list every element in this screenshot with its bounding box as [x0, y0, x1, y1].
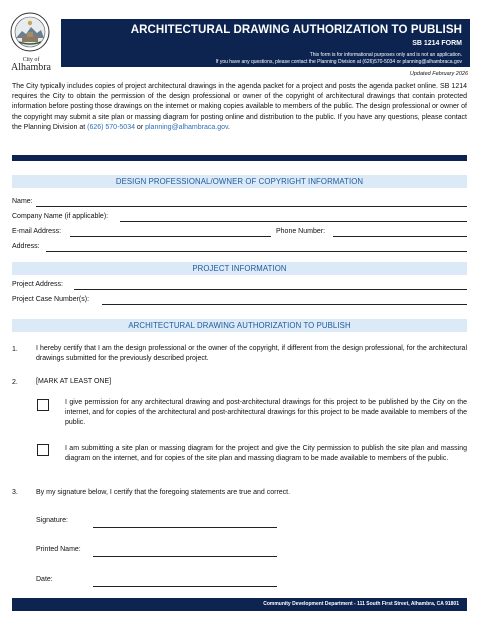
name-label: Name:	[12, 198, 33, 205]
footer-address: Community Development Department - 111 South First Street, Alhambra, CA 91801	[263, 601, 459, 607]
item-1-text: I hereby certify that I am the design professional or the owner of the copyright, if different from the design professional, for the architectural drawings submitted for the previously described project.	[36, 345, 467, 362]
company-label: Company Name (if applicable):	[12, 213, 109, 220]
site-plan-text: I am submitting a site plan or massing diagram for the project and give the City permission to publish the site plan and massing diagram on the internet, and for copies of the site plan and massing diagram to be made available to members of the public.	[65, 445, 467, 463]
section-divider	[12, 155, 467, 161]
address-label: Address:	[12, 243, 40, 250]
signature-label: Signature:	[36, 517, 68, 524]
phone-number-label: Phone Number:	[276, 228, 326, 235]
date-field[interactable]	[93, 586, 277, 587]
project-case-number-field[interactable]	[102, 304, 467, 305]
printed-name-label: Printed Name:	[36, 546, 81, 553]
project-address-label: Project Address:	[12, 281, 63, 288]
header-note-informational: This form is for informational purposes only and is not an application.	[309, 52, 462, 58]
intro-or: or	[134, 123, 146, 131]
email-address-label: E-mail Address:	[12, 228, 62, 235]
printed-name-field[interactable]	[93, 556, 277, 557]
company-field[interactable]	[120, 221, 467, 222]
intro-text: The City typically includes copies of project architectural drawings in the agenda packet for a project and posts the agenda packet online. SB 1214 requires the City to obtain the permission of the design professional or owner of the copyright of architectural drawings that contain protected information before posting those drawings on the internet or making copies available to members of the public. The design professional or owner of the copyright may submit a site plan or massing diagram for posting online and distribution to the public. If you have any questions, please contact the Planning Division at	[12, 83, 467, 131]
page-title: ARCHITECTURAL DRAWING AUTHORIZATION TO PUBLISH	[130, 24, 462, 36]
updated-date: Updated February 2026	[409, 71, 468, 77]
phone-link[interactable]: (626) 570-5034	[87, 123, 135, 131]
address-field[interactable]	[46, 251, 467, 252]
intro-end: .	[227, 123, 230, 131]
name-field[interactable]	[36, 206, 467, 207]
city-logo	[10, 12, 52, 78]
intro-paragraph	[12, 82, 467, 133]
email-address-field[interactable]	[70, 236, 271, 237]
project-information-heading: PROJECT INFORMATION	[12, 262, 467, 275]
email-link[interactable]: planning@alhambraca.gov	[145, 123, 228, 131]
date-label: Date:	[36, 576, 53, 583]
project-address-field[interactable]	[74, 289, 467, 290]
item-2-number: 2.	[12, 379, 18, 386]
logo-city-name: Alhambra	[11, 62, 51, 73]
signature-field[interactable]	[93, 527, 277, 528]
permission-publish-checkbox[interactable]	[37, 399, 49, 411]
phone-number-field[interactable]	[333, 236, 467, 237]
logo-city-label: City of	[22, 57, 40, 63]
site-plan-checkbox[interactable]	[37, 444, 49, 456]
permission-publish-text: I give permission for any architectural drawing and post-architectural drawings for this project to be published by the City on the internet, and for copies of the architectural and post-architectural drawings for this project to be made available to members of the public.	[65, 399, 467, 427]
authorization-heading: ARCHITECTURAL DRAWING AUTHORIZATION TO PUBLISH	[12, 319, 467, 332]
item-2-text: [MARK AT LEAST ONE]	[36, 378, 112, 385]
city-seal-icon	[10, 12, 50, 52]
form-name: SB 1214 FORM	[412, 40, 462, 47]
footer-bar	[12, 598, 467, 611]
item-1-number: 1.	[12, 346, 18, 353]
project-case-number-label: Project Case Number(s):	[12, 296, 90, 303]
header-note-contact: If you have any questions, please contact the Planning Division at (626)570-5034 or planning@alhambraca.gov	[215, 59, 462, 65]
item-3-number: 3.	[12, 489, 18, 496]
design-professional-heading: DESIGN PROFESSIONAL/OWNER OF COPYRIGHT INFORMATION	[12, 175, 467, 188]
header-banner	[61, 19, 470, 67]
item-3-text: By my signature below, I certify that the foregoing statements are true and correct.	[36, 489, 291, 496]
